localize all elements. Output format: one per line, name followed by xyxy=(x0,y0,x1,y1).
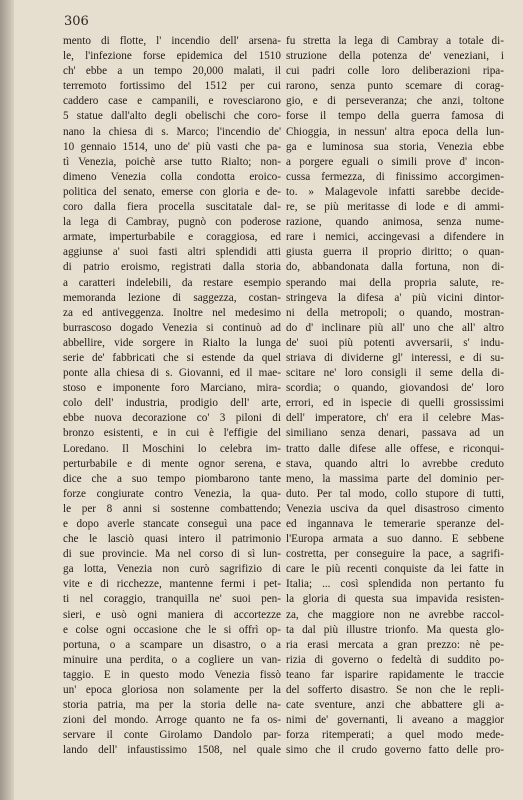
text-line: lando dell' infaustissimo 1508, nel quale xyxy=(63,744,281,757)
page-gutter xyxy=(0,0,14,800)
text-line: simo che il crudo governo fatto delle pro- xyxy=(286,744,504,757)
text-line: to. » Malagevole infatti sarebbe decide- xyxy=(286,185,504,198)
text-line: ga lotta, Venezia non curò sagrifizio di xyxy=(63,563,281,576)
text-line: a porgere eguali o simili prove d' incon- xyxy=(286,155,504,168)
text-line: un' epoca gloriosa non solamente per la xyxy=(63,684,281,697)
text-line: minuire una perdita, o a cogliere un van- xyxy=(63,653,281,666)
text-line: dice che a suo tempo piombarono tante xyxy=(63,472,281,485)
text-line: terremoto fortissimo del 1512 per cui xyxy=(63,80,281,93)
text-line: duto. Per tal modo, collo stupore di tutti, xyxy=(286,487,504,500)
text-line: re, se più meritasse di lode e di ammi- xyxy=(286,201,504,214)
text-line: Chioggia, in nessun' altra epoca della lun- xyxy=(286,125,504,138)
text-line: colo dell' industria, prodigio dell' arte, xyxy=(63,397,281,410)
text-line: ni della metropoli; o quando, mostran- xyxy=(286,306,504,319)
text-line: de' suoi più potenti avversarii, s' indu- xyxy=(286,336,504,349)
text-line: sperando mai della propria salute, re- xyxy=(286,276,504,289)
text-line: scitare ne' loro consigli il seme della di- xyxy=(286,367,504,380)
text-line: del sofferto disastro. Se non che le repli- xyxy=(286,684,504,697)
left-text-column xyxy=(63,34,281,759)
text-line: memoranda lezione di saggezza, costan- xyxy=(63,291,281,304)
text-line: Venezia usciva da quel disastroso cimento xyxy=(286,502,504,515)
text-line: rarono, senza punto scemare di corag- xyxy=(286,80,504,93)
text-line: le, l'infezione forse epidemica del 1510 xyxy=(63,50,281,63)
text-line: cussa fermezza, di finissimo accorgimen- xyxy=(286,170,504,183)
text-line: e colse ogni occasione che le si offrì op- xyxy=(63,623,281,636)
text-line: le per 8 anni si sostenne combattendo; xyxy=(63,502,281,515)
text-line: scordia; o quando, giovandosi de' loro xyxy=(286,382,504,395)
text-line: forze congiurate contro Venezia, la qua- xyxy=(63,487,281,500)
text-line: ta dal più illustre trionfo. Ma questa glo- xyxy=(286,623,504,636)
text-line: striava di dividerne gl' interessi, e di su- xyxy=(286,351,504,364)
text-line: storia patria, ma per la storia delle na- xyxy=(63,699,281,712)
text-line: do, abbandonata dalla fortuna, non di- xyxy=(286,261,504,274)
text-line: similiano senza denari, passava ad un xyxy=(286,427,504,440)
text-line: costretta, per conseguire la pace, a sagrifi- xyxy=(286,548,504,561)
text-line: stava, quando altri lo avrebbe creduto xyxy=(286,457,504,470)
text-line: abbellire, vide sorgere in Rialto la lunga xyxy=(63,336,281,349)
text-line: taggio. E in questo modo Venezia fissò xyxy=(63,668,281,681)
text-line: gio, e di perseveranza; che anzi, toltone xyxy=(286,95,504,108)
text-line: armate, imperturbabile e coraggiosa, ed xyxy=(63,231,281,244)
text-line: Italia; ... così splendida non pertanto fu xyxy=(286,578,504,591)
text-line: tì Venezia, poichè arse tutto Rialto; non- xyxy=(63,155,281,168)
text-line: l'Europa armata a suo danno. E sebbene xyxy=(286,533,504,546)
text-line: tratto dalle difese alle offese, e riconqui- xyxy=(286,442,504,455)
text-line: la lega di Cambray, pugnò con poderose xyxy=(63,216,281,229)
text-line: forse il tempo della guerra famosa di xyxy=(286,110,504,123)
text-line: ria erasi mercata a gran prezzo: nè pe- xyxy=(286,638,504,651)
text-line: giusta guerra il proprio diritto; o quan- xyxy=(286,246,504,259)
text-line: mento di flotte, l' incendio dell' arsena- xyxy=(63,35,281,47)
text-line: cui padri colle loro deliberazioni ripa- xyxy=(286,65,504,78)
text-line: nimi de' governanti, li aveano a maggior xyxy=(286,714,504,727)
text-line: dimeno Venezia colla condotta eroico- xyxy=(63,170,281,183)
text-line: care le più recenti conquiste da lei fatte in xyxy=(286,563,504,576)
text-line: caddero case e campanili, e rovesciarono xyxy=(63,95,281,108)
text-line: ti nel coraggio, tranquilla ne' suoi pen- xyxy=(63,593,281,606)
text-line: nano la chiesa di s. Marco; l'incendio de' xyxy=(63,125,281,138)
text-line: e dopo averle stancate conseguì una pace xyxy=(63,518,281,530)
text-line: perturbabile e di mente ognor serena, e xyxy=(63,457,281,470)
text-line: sieri, e usò ogni maniera di accortezze xyxy=(63,608,281,621)
text-line: do d' inclinare più all' uno che all' altro xyxy=(286,321,504,334)
text-line: bronzo esistenti, e in cui è l'effigie del xyxy=(63,427,281,440)
text-line: struzione della potenza de' veneziani, i xyxy=(286,50,504,63)
text-line: meno, la massima parte del dominio per- xyxy=(286,472,504,485)
text-line: forza ritemperati; a quel modo mede- xyxy=(286,729,504,742)
text-line: ga e luminosa sua storia, Venezia ebbe xyxy=(286,140,504,153)
text-line: rizia di governo o fedeltà di suddito po- xyxy=(286,653,504,666)
text-line: 5 statue dall'alto degli obelischi che coro- xyxy=(63,110,281,123)
text-line: ed ingannava le temerarie speranze del- xyxy=(286,518,504,530)
text-line: za ed antiveggenza. Inoltre nel medesimo xyxy=(63,306,281,319)
text-line: ponte alla chiesa di s. Giovanni, ed il mae- xyxy=(63,367,281,380)
text-line: di patrio eroismo, registrati dalla storia xyxy=(63,261,281,274)
text-line: portuna, o a scampare un disastro, o a xyxy=(63,638,281,651)
page-number: 306 xyxy=(64,14,89,29)
text-line: serie de' fabbricati che si estende da quel xyxy=(63,351,281,364)
text-line: teano far isparire rapidamente le traccie xyxy=(286,668,504,681)
text-line: servare il conte Girolamo Dandolo par- xyxy=(63,729,281,742)
text-line: a caratteri indelebili, da restare esempio xyxy=(63,276,281,289)
text-line: burrascoso dogado Venezia si continuò ad xyxy=(63,321,281,334)
text-line: dell' imperatore, ch' era il celebre Mas- xyxy=(286,412,504,425)
text-line: stringeva la difesa a' più vicini dintor- xyxy=(286,291,504,304)
text-line: Loredano. Il Moschini lo celebra im- xyxy=(63,442,281,455)
text-line: razione, quando animosa, senza nume- xyxy=(286,216,504,229)
text-line: politica del senato, emerse con gloria e de- xyxy=(63,185,281,198)
text-line: stoso e imponente foro Marciano, mira- xyxy=(63,382,281,395)
text-line: che le lasciò quasi intero il patrimonio xyxy=(63,533,281,546)
text-line: la gloria di questa sua impavida resisten- xyxy=(286,593,504,606)
text-line: di sue provincie. Ma nel corso di sì lun- xyxy=(63,548,281,561)
text-line: za, che maggiore non ne avrebbe raccol- xyxy=(286,608,504,621)
text-line: aggiunse a' suoi fasti altri splendidi atti xyxy=(63,246,281,259)
text-line: coro dalla fiera procella suscitatale dal- xyxy=(63,201,281,214)
right-text-column xyxy=(286,34,504,759)
text-line: vite e di ricchezze, mantenne fermi i pet- xyxy=(63,578,281,591)
text-line: 10 gennaio 1514, uno de' più vasti che pa- xyxy=(63,140,281,153)
text-line: cate sventure, anzi che abbattere gli a- xyxy=(286,699,504,712)
text-line: errori, ed in ispecie di quelli grossissimi xyxy=(286,397,504,410)
text-line: fu stretta la lega di Cambray a totale di- xyxy=(286,35,504,47)
text-line: ch' ebbe a un tempo 20,000 malati, il xyxy=(63,65,281,78)
text-line: rare i nemici, accingevasi a difendere in xyxy=(286,231,504,244)
text-line: ebbe nuova decorazione co' 3 piloni di xyxy=(63,412,281,425)
text-line: zioni del mondo. Arroge quanto ne fa os- xyxy=(63,714,281,727)
